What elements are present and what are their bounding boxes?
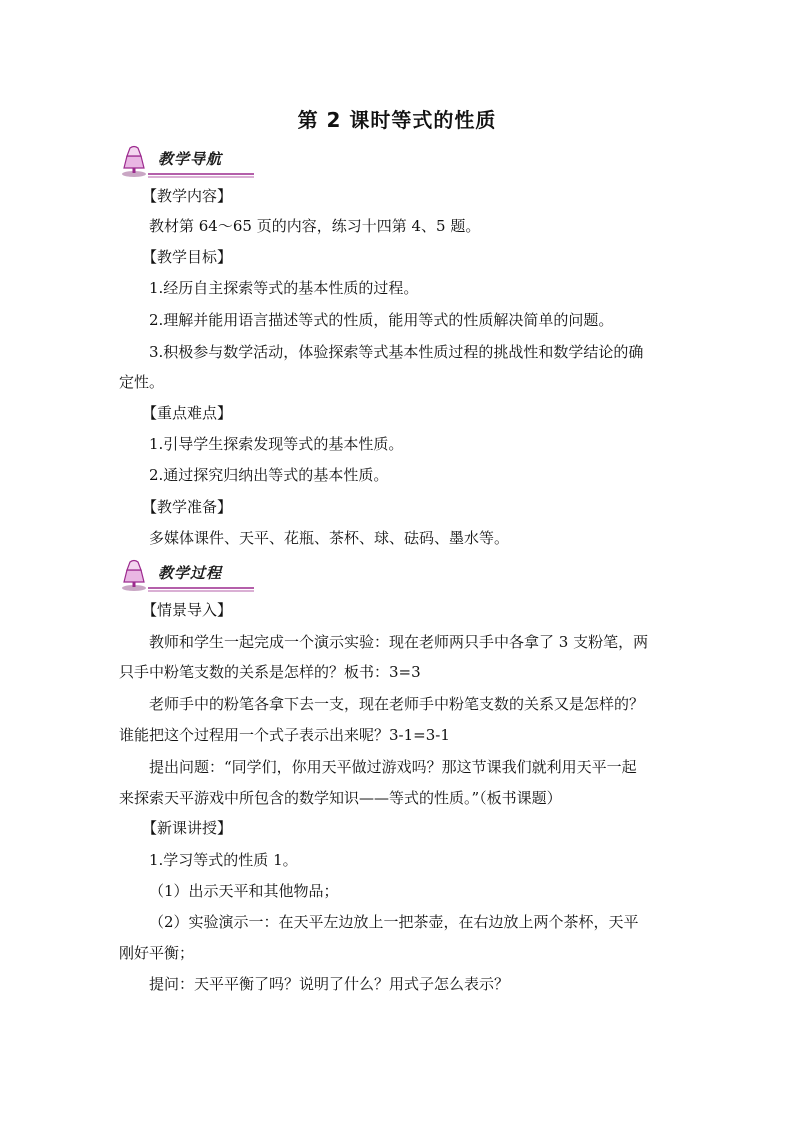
list-item: 1.学习等式的性质 1。 <box>149 851 298 869</box>
paragraph: 教材第 64～65 页的内容，练习十四第 4、5 题。 <box>149 217 481 235</box>
list-item: 3.积极参与数学活动，体验探索等式基本性质过程的挑战性和数学结论的确 <box>149 343 644 361</box>
section-label: 教学过程 <box>158 564 223 582</box>
paragraph: 多媒体课件、天平、花瓶、茶杯、球、砝码、墨水等。 <box>149 529 510 547</box>
heading-content: 【教学内容】 <box>142 187 233 205</box>
list-item: （2）实验演示一：在天平左边放上一把茶壶，在右边放上两个茶杯，天平 <box>149 913 639 931</box>
heading-new-lesson: 【新课讲授】 <box>142 819 233 837</box>
list-item-continuation: 定性。 <box>119 373 165 391</box>
section-header-process <box>118 558 258 592</box>
list-item: 1.引导学生探索发现等式的基本性质。 <box>149 435 404 453</box>
list-item: 2.理解并能用语言描述等式的性质，能用等式的性质解决简单的问题。 <box>149 311 614 329</box>
heading-key-points: 【重点难点】 <box>142 404 233 422</box>
section-header-nav <box>118 144 258 178</box>
list-item: 2.通过探究归纳出等式的基本性质。 <box>149 466 389 484</box>
paragraph-continuation: 只手中粉笔支数的关系是怎样的？板书：3=3 <box>119 663 421 681</box>
lesson-title: 第 2 课时等式的性质 <box>297 108 497 132</box>
paragraph: 提出问题：“同学们，你用天平做过游戏吗？那这节课我们就利用天平一起 <box>149 758 637 776</box>
paragraph: 提问：天平平衡了吗？说明了什么？用式子怎么表示？ <box>149 975 510 993</box>
paragraph-continuation: 来探索天平游戏中所包含的数学知识——等式的性质。”（板书课题） <box>119 789 562 807</box>
heading-intro: 【情景导入】 <box>142 601 233 619</box>
list-item: 1.经历自主探索等式的基本性质的过程。 <box>149 279 419 297</box>
paragraph: 教师和学生一起完成一个演示实验：现在老师两只手中各拿了 3 支粉笔，两 <box>149 633 649 651</box>
heading-preparation: 【教学准备】 <box>142 498 233 516</box>
paragraph: 老师手中的粉笔各拿下去一支，现在老师手中粉笔支数的关系又是怎样的？ <box>149 695 645 713</box>
list-item: （1）出示天平和其他物品； <box>149 882 339 900</box>
list-item-continuation: 刚好平衡； <box>119 944 195 962</box>
paragraph-continuation: 谁能把这个过程用一个式子表示出来呢？3-1=3-1 <box>119 726 450 744</box>
section-label: 教学导航 <box>158 150 223 168</box>
heading-goals: 【教学目标】 <box>142 248 233 266</box>
